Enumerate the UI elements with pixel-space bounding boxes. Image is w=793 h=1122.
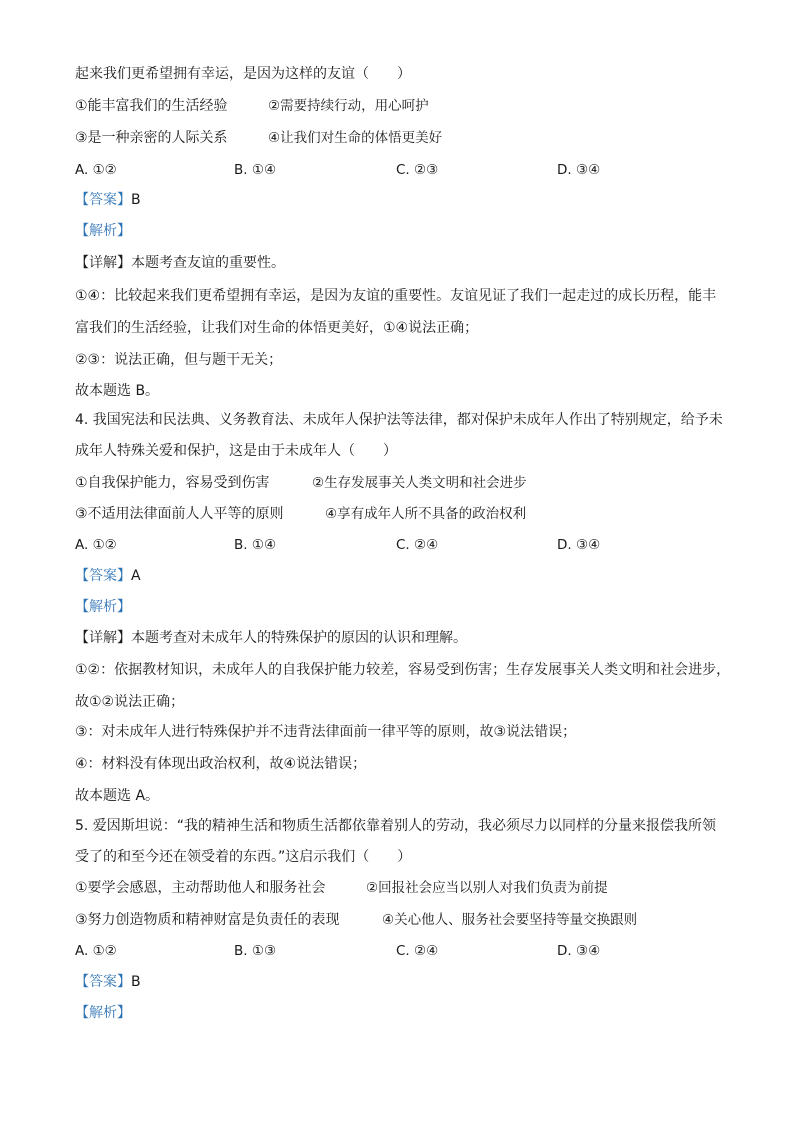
choice-item: ①要学会感恩，主动帮助他人和服务社会	[75, 880, 326, 896]
option-c: C. ②④	[396, 943, 439, 959]
answer-line	[75, 190, 141, 210]
detail-text: 【详解】本题考查友谊的重要性。	[75, 255, 285, 271]
choice-item: ③不适用法律面前人人平等的原则	[75, 506, 284, 522]
option-d: D. ③④	[557, 162, 601, 178]
choice-item: ④让我们对生命的体悟更美好	[268, 130, 443, 146]
option-a: A. ①②	[75, 537, 117, 553]
choice-item: ②回报社会应当以别人对我们负责为前提	[366, 880, 608, 896]
question-stem: 成年人特殊关爱和保护，这是由于未成年人（ ）	[75, 443, 397, 459]
choice-item: ②需要持续行动，用心呵护	[268, 98, 429, 114]
option-b: B. ①③	[234, 943, 277, 959]
choice-item: ④关心他人、服务社会要坚持等量交换跟则	[382, 912, 638, 928]
option-c: C. ②③	[396, 162, 439, 178]
analysis-label: 【解析】	[75, 599, 131, 615]
analysis-label: 【解析】	[75, 223, 131, 239]
option-d: D. ③④	[557, 537, 601, 553]
detail-text: 【详解】本题考查对未成年人的特殊保护的原因的认识和理解。	[75, 630, 467, 646]
option-b: B. ①④	[234, 537, 277, 553]
option-a: A. ①②	[75, 943, 117, 959]
explanation-text: ①④：比较起来我们更希望拥有幸运，是因为友谊的重要性。友谊见证了我们一起走过的成长历程，能丰	[75, 288, 717, 304]
explanation-text: ②③：说法正确，但与题干无关；	[75, 352, 283, 368]
explanation-text: ③：对未成年人进行特殊保护并不违背法律面前一律平等的原则，故③说法错误；	[75, 724, 577, 740]
question-stem: 4. 我国宪法和民法典、义务教育法、未成年人保护法等法律，都对保护未成年人作出了特别规定，给予未	[75, 412, 723, 428]
conclusion-text: 故本题选 B。	[75, 383, 160, 399]
answer-line	[75, 972, 141, 992]
explanation-text: ①②：依据教材知识，未成年人的自我保护能力较差，容易受到伤害；生存发展事关人类文明和社会进步，	[75, 662, 731, 678]
explanation-text: 富我们的生活经验，让我们对生命的体悟更美好，①④说法正确；	[75, 320, 479, 336]
answer-label: 【答案】	[75, 192, 131, 208]
answer-label: 【答案】	[75, 568, 131, 584]
choice-item: ③是一种亲密的人际关系	[75, 130, 228, 146]
question-stem: 受了的和至今还在领受着的东西。”这启示我们（ ）	[75, 849, 412, 865]
explanation-text: 故①②说法正确；	[75, 694, 185, 710]
answer-value: B	[131, 974, 141, 990]
conclusion-text: 故本题选 A。	[75, 788, 160, 804]
option-c: C. ②④	[396, 537, 439, 553]
choice-item: ①能丰富我们的生活经验	[75, 98, 228, 114]
question-stem: 5. 爱因斯坦说：“我的精神生活和物质生活都依靠着别人的劳动，我必须尽力以同样的分量来报偿我所领	[75, 818, 717, 834]
analysis-label: 【解析】	[75, 1005, 131, 1021]
choice-item: ①自我保护能力，容易受到伤害	[75, 475, 270, 491]
choice-item: ②生存发展事关人类文明和社会进步	[312, 475, 527, 491]
choice-item: ③努力创造物质和精神财富是负责任的表现	[75, 912, 340, 928]
option-a: A. ①②	[75, 162, 117, 178]
explanation-text: ④：材料没有体现出政治权利，故④说法错误；	[75, 756, 367, 772]
answer-value: B	[131, 192, 141, 208]
answer-line	[75, 566, 141, 586]
answer-value: A	[131, 568, 141, 584]
choice-item: ④享有成年人所不具备的政治权利	[325, 506, 527, 522]
question-stem: 起来我们更希望拥有幸运，是因为这样的友谊（ ）	[75, 66, 411, 82]
option-d: D. ③④	[557, 943, 601, 959]
option-b: B. ①④	[234, 162, 277, 178]
answer-label: 【答案】	[75, 974, 131, 990]
